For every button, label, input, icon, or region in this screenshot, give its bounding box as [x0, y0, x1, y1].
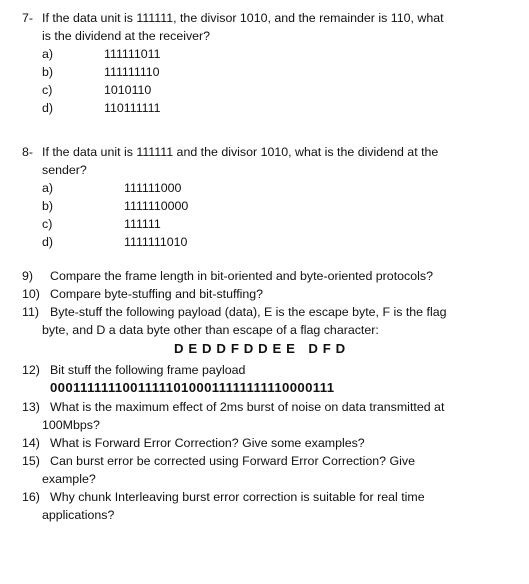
question-number: 12) — [22, 363, 40, 377]
question-number: 14) — [22, 436, 40, 450]
bit-payload: 000111111100111110100011111111110000111 — [50, 380, 335, 395]
option-letter-c: c) — [42, 217, 53, 231]
question-number: 10) — [22, 287, 40, 301]
question-text-continued: is the dividend at the receiver? — [42, 29, 211, 43]
question-number: 9) — [22, 269, 34, 283]
option-letter-b: b) — [42, 65, 54, 79]
question-text: If the data unit is 111111 and the divisor 1010, what is the dividend at the — [42, 145, 439, 159]
question-text: Can burst error be corrected using Forward Error Correction? Give — [50, 454, 415, 468]
question-text: What is Forward Error Correction? Give some examples? — [50, 436, 365, 450]
question-text-continued: applications? — [42, 508, 115, 522]
option-value-d: 110111111 — [104, 101, 161, 115]
question-text-continued: example? — [42, 472, 96, 486]
question-number: 8- — [22, 145, 34, 159]
question-text: What is the maximum effect of 2ms burst of noise on data transmitted at — [50, 400, 445, 414]
question-number: 16) — [22, 490, 40, 504]
question-text: Compare the frame length in bit-oriented and byte-oriented protocols? — [50, 269, 433, 283]
option-letter-c: c) — [42, 83, 53, 97]
question-number: 11) — [22, 305, 39, 319]
option-value-c: 1010110 — [104, 83, 152, 97]
option-letter-a: a) — [42, 181, 54, 195]
option-value-c: 111111 — [124, 217, 161, 231]
option-value-b: 1111110000 — [124, 199, 189, 213]
option-letter-d: d) — [42, 101, 54, 115]
question-text-continued: sender? — [42, 163, 87, 177]
option-value-b: 111111110 — [104, 65, 160, 79]
option-letter-d: d) — [42, 235, 54, 249]
question-number: 15) — [22, 454, 40, 468]
question-text-continued: 100Mbps? — [42, 418, 100, 432]
question-text: Why chunk Interleaving burst error correction is suitable for real time — [50, 490, 425, 504]
question-number: 7- — [22, 11, 34, 25]
question-text: Byte-stuff the following payload (data), E is the escape byte, F is the flag — [50, 305, 447, 319]
question-number: 13) — [22, 400, 40, 414]
option-value-a: 111111000 — [124, 181, 182, 195]
question-text: Bit stuff the following frame payload — [50, 363, 246, 377]
option-value-a: 111111011 — [104, 47, 161, 61]
question-text: If the data unit is 111111, the divisor 1010, and the remainder is 110, what — [42, 11, 444, 25]
option-value-d: 1111111010 — [124, 235, 188, 249]
question-text-continued: byte, and D a data byte other than escape of a flag character: — [42, 323, 379, 337]
option-letter-a: a) — [42, 47, 54, 61]
question-text: Compare byte-stuffing and bit-stuffing? — [50, 287, 264, 301]
option-letter-b: b) — [42, 199, 54, 213]
byte-payload: D E D D F D D E E D F D — [174, 341, 346, 356]
